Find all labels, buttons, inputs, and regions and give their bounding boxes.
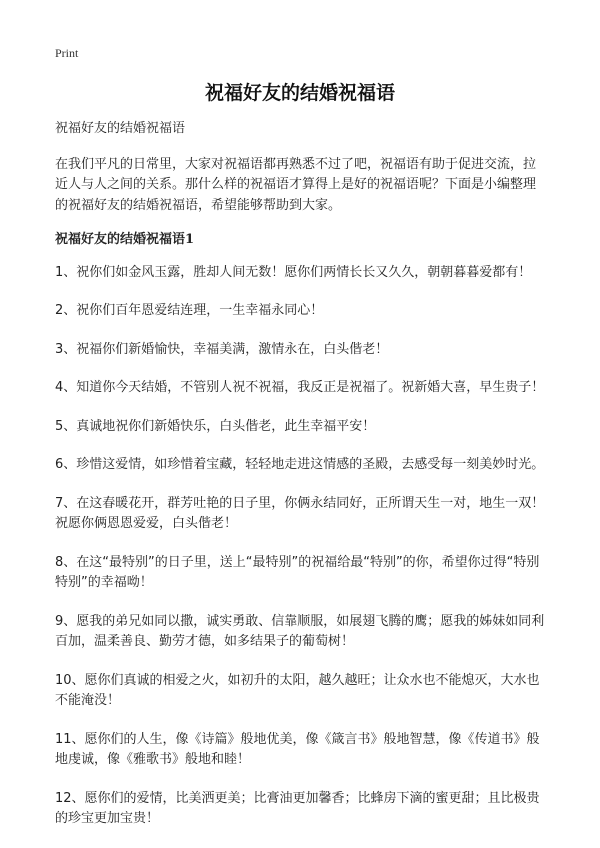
- list-item: 2、祝你们百年恩爱结连理，一生幸福永同心！: [55, 303, 324, 318]
- list-item: 8、在这“最特别”的日子里，送上“最特别”的祝福给最“特别”的你，希望你过得“特别特别”的幸福呦！: [55, 554, 540, 590]
- list-item: 4、知道你今天结婚，不管别人祝不祝福，我反正是祝福了。祝新婚大喜，早生贵子！: [55, 380, 545, 395]
- list-item: 12、愿你们的爱情，比美洒更美；比膏油更加馨香；比蜂房下滴的蜜更甜；且比极贵的珍宝更加宝贵！: [55, 790, 540, 826]
- print-link[interactable]: Print: [55, 46, 79, 60]
- list-item: 5、真诚地祝你们新婚快乐，白头偕老，此生幸福平安！: [55, 418, 376, 434]
- blessing-list: [55, 263, 548, 830]
- page-title: 祝福好友的结婚祝福语: [204, 82, 395, 104]
- list-item: 11、愿你们的人生，像《诗篇》般地优美，像《箴言书》般地智慧，像《传道书》般地虔诚，像《雅歌书》般地和睦！: [55, 731, 540, 767]
- list-item: 10、愿你们真诚的相爱之火，如初升的太阳，越久越旺；让众水也不能熄灭，大水也不能淹没！: [55, 672, 540, 708]
- section-heading: 祝福好友的结婚祝福语1: [55, 232, 195, 247]
- article-subtitle: 祝福好友的结婚祝福语: [55, 121, 186, 136]
- list-item: 7、在这春暖花开，群芳吐艳的日子里，你俩永结同好，正所谓天生一对，地生一双！祝愿你俩恩恩爱爱，白头偕老！: [55, 495, 545, 531]
- list-item: 1、祝你们如金风玉露，胜却人间无数！愿你们两情长长又久久，朝朝暮暮爱都有！: [55, 264, 532, 280]
- article-body: [55, 119, 548, 848]
- list-item: 3、祝福你们新婚愉快，幸福美满，激情永在，白头偕老！: [55, 341, 389, 357]
- intro-paragraph: 在我们平凡的日常里，大家对祝福语都再熟悉不过了吧，祝福语有助于促进交流，拉近人与人之间的关系。那什么样的祝福语才算得上是好的祝福语呢？下面是小编整理的祝福好友的结婚祝福语，希望能够帮助到大家。: [55, 156, 537, 213]
- list-item: 6、珍惜这爱情，如珍惜着宝藏，轻轻地走进这情感的圣殿，去感受每一刻美妙时光。: [55, 457, 545, 472]
- list-item: 9、愿我的弟兄如同以撒，诚实勇敢、信靠顺服，如展翅飞腾的鹰；愿我的姊妹如同利百加，温柔善良、勤劳才德，如多结果子的葡萄树！: [55, 613, 545, 649]
